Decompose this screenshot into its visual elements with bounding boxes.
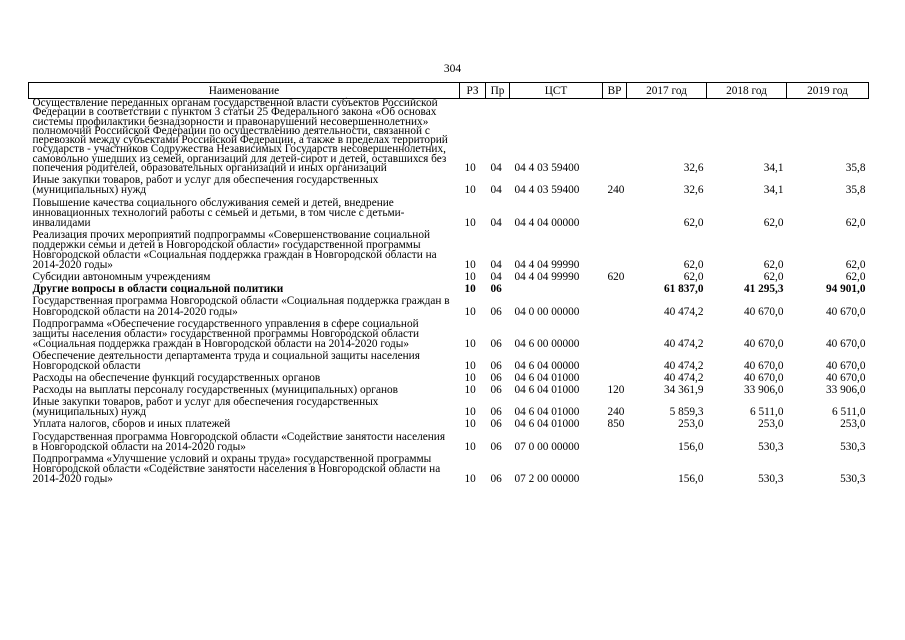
row-vr — [603, 371, 627, 383]
row-pr: 06 — [490, 372, 502, 385]
table-row — [29, 371, 869, 383]
row-rz: 10 — [464, 216, 476, 229]
row-name: Подпрограмма «Улучшение условий и охраны труда» государственной программы Новгородской области «Содействие занятости населения в Новгородской области на 2014-2020 годы» — [32, 452, 441, 485]
row-name: Реализация прочих мероприятий подпрограммы «Совершенствование социальной поддержки семьи и детей в Новгородской области» государственной программы Новгородской области «Социальная поддержка граждан в Новгородской области на 2014-2020 годы» — [32, 228, 437, 272]
row-pr: 04 — [490, 216, 502, 229]
row-pr: 06 — [490, 337, 502, 350]
row-2018: 253,0 — [758, 418, 784, 431]
row-vr: 850 — [607, 418, 625, 431]
row-pr: 06 — [490, 418, 502, 431]
row-2019: 94 901,0 — [825, 283, 866, 296]
row-2019: 6 511,0 — [832, 406, 866, 419]
row-2018: 62,0 — [763, 259, 784, 272]
row-rz: 10 — [464, 440, 476, 453]
row-2017: 62,0 — [683, 271, 704, 284]
row-2019: 40 670,0 — [825, 359, 866, 372]
row-2018: 62,0 — [763, 271, 784, 284]
table-row — [29, 317, 869, 349]
row-pr: 06 — [490, 359, 502, 372]
row-rz: 10 — [464, 283, 476, 296]
row-2018: 530,3 — [758, 472, 784, 485]
row-name: Государственная программа Новгородской области «Содействие занятости населения в Новгородской области на 2014-2020 годы» — [32, 430, 446, 453]
row-vr — [603, 228, 627, 270]
row-2017: 253,0 — [678, 418, 704, 431]
row-vr — [603, 430, 627, 452]
table-row — [29, 430, 869, 452]
table-row — [29, 452, 869, 484]
row-2018: 41 295,3 — [743, 283, 784, 296]
row-2019: 35,8 — [845, 184, 866, 197]
row-vr — [603, 349, 627, 371]
row-2018: 62,0 — [763, 216, 784, 229]
row-2017: 40 474,2 — [663, 372, 704, 385]
row-2019: 40 670,0 — [825, 372, 866, 385]
table-row — [29, 228, 869, 270]
row-2017: 32,6 — [683, 162, 704, 175]
row-name: Иные закупки товаров, работ и услуг для обеспечения государственных (муниципальных) нужд — [32, 174, 379, 197]
row-rz: 10 — [464, 162, 476, 175]
row-2019: 40 670,0 — [825, 337, 866, 350]
row-cst: 04 6 04 01000 — [514, 418, 580, 431]
row-cst: 04 6 00 00000 — [514, 337, 580, 350]
row-2017: 62,0 — [683, 216, 704, 229]
row-rz: 10 — [464, 271, 476, 284]
row-cst: 04 6 04 01000 — [514, 384, 580, 397]
row-name: Подпрограмма «Обеспечение государственного управления в сфере социальной защиты населения области» государственной программы Новгородской области «Социальная поддержка граждан в Новгородской области на 2014-2020 годы» — [32, 317, 420, 350]
row-pr: 04 — [490, 259, 502, 272]
row-vr: 620 — [607, 271, 625, 284]
row-2017: 40 474,2 — [663, 359, 704, 372]
row-name: Обеспечение деятельности департамента труда и социальной защиты населения Новгородской области — [32, 349, 420, 372]
row-2017: 156,0 — [678, 440, 704, 453]
row-2017: 40 474,2 — [663, 305, 704, 318]
row-pr: 06 — [490, 305, 502, 318]
table-row — [29, 282, 869, 294]
row-2018: 530,3 — [758, 440, 784, 453]
row-2019: 530,3 — [840, 472, 866, 485]
row-2018: 34,1 — [763, 184, 784, 197]
row-2018: 40 670,0 — [743, 337, 784, 350]
row-name: Субсидии автономным учреждениям — [32, 271, 211, 284]
row-cst: 04 6 04 01000 — [514, 406, 580, 419]
row-rz: 10 — [464, 305, 476, 318]
row-rz: 10 — [464, 472, 476, 485]
header-name: Наименование — [29, 83, 460, 99]
row-2018: 34,1 — [763, 162, 784, 175]
row-rz: 10 — [464, 372, 476, 385]
row-pr: 06 — [490, 440, 502, 453]
header-2017: 2017 год — [627, 83, 707, 99]
table-row — [29, 395, 869, 417]
table-row — [29, 294, 869, 316]
row-cst: 04 4 04 99990 — [514, 259, 580, 272]
row-pr: 04 — [490, 184, 502, 197]
budget-table — [28, 82, 869, 484]
row-pr: 04 — [490, 271, 502, 284]
page-number: 304 — [443, 63, 462, 75]
row-2017: 156,0 — [678, 472, 704, 485]
row-2018: 40 670,0 — [743, 359, 784, 372]
row-vr — [603, 452, 627, 484]
row-2017: 5 859,3 — [669, 406, 704, 419]
row-vr — [603, 294, 627, 316]
row-2019: 253,0 — [840, 418, 866, 431]
row-2019: 40 670,0 — [825, 305, 866, 318]
table-row — [29, 270, 869, 282]
row-2017: 62,0 — [683, 259, 704, 272]
row-rz: 10 — [464, 406, 476, 419]
row-2017: 32,6 — [683, 184, 704, 197]
row-2018: 33 906,0 — [743, 384, 784, 397]
row-2018: 6 511,0 — [750, 406, 784, 419]
header-pr: Пр — [486, 83, 510, 99]
row-vr — [603, 196, 627, 228]
row-vr: 240 — [607, 184, 625, 197]
table-row — [29, 417, 869, 429]
row-rz: 10 — [464, 384, 476, 397]
row-cst: 07 0 00 00000 — [514, 440, 580, 453]
table-row — [29, 196, 869, 228]
row-pr: 04 — [490, 162, 502, 175]
row-cst: 04 0 00 00000 — [514, 305, 580, 318]
row-pr: 06 — [490, 406, 502, 419]
row-cst: 07 2 00 00000 — [514, 472, 580, 485]
row-cst: 04 4 03 59400 — [514, 162, 580, 175]
row-name: Расходы на выплаты персоналу государственных (муниципальных) органов — [32, 384, 398, 397]
row-pr: 06 — [490, 283, 502, 296]
row-2019: 62,0 — [845, 271, 866, 284]
row-rz: 10 — [464, 337, 476, 350]
table-row — [29, 349, 869, 371]
header-rz: РЗ — [460, 83, 486, 99]
row-2019: 33 906,0 — [825, 384, 866, 397]
header-2019: 2019 год — [787, 83, 869, 99]
row-2019: 35,8 — [845, 162, 866, 175]
row-vr — [603, 282, 627, 294]
row-cst: 04 6 04 01000 — [514, 372, 580, 385]
row-cst: 04 4 04 00000 — [514, 216, 580, 229]
row-2017: 34 361,9 — [663, 384, 704, 397]
table-row — [29, 173, 869, 195]
row-name: Другие вопросы в области социальной политики — [32, 283, 284, 296]
row-name: Иные закупки товаров, работ и услуг для обеспечения государственных (муниципальных) нужд — [32, 396, 379, 419]
row-2017: 61 837,0 — [663, 283, 704, 296]
row-name: Повышение качества социального обслуживания семей и детей, внедрение инновационных технологий работы с семьей и детьми, в том числе с детьми-инвалидами — [32, 196, 405, 229]
header-2018: 2018 год — [707, 83, 787, 99]
row-cst: 04 4 03 59400 — [514, 184, 580, 197]
row-2019: 530,3 — [840, 440, 866, 453]
row-2017: 40 474,2 — [663, 337, 704, 350]
row-2018: 40 670,0 — [743, 372, 784, 385]
row-name: Государственная программа Новгородской области «Социальная поддержка граждан в Новгородской области на 2014-2020 годы» — [32, 295, 450, 318]
header-vr: ВР — [603, 83, 627, 99]
row-rz: 10 — [464, 359, 476, 372]
row-vr: 120 — [607, 384, 625, 397]
row-name: Расходы на обеспечение функций государственных органов — [32, 372, 321, 385]
row-2019: 62,0 — [845, 259, 866, 272]
header-cst: ЦСТ — [510, 83, 603, 99]
row-cst: 04 6 04 00000 — [514, 359, 580, 372]
table-row — [29, 383, 869, 395]
row-rz: 10 — [464, 418, 476, 431]
row-pr: 06 — [490, 384, 502, 397]
row-name: Уплата налогов, сборов и иных платежей — [32, 418, 231, 431]
row-vr — [603, 99, 627, 174]
row-name: Осуществление переданных органам государственной власти субъектов Российской Федерации в соответствии с пунктом 3 статьи 25 Федерального закона «Об основах системы профилактики безнадзорности и правонарушений несовершеннолетних» полномочий Российской Федерации по осуществлению деятельности, связанной с перевозкой между субъектами Российской Федерации, а также в пределах территорий государств - участников Содружества Независимых Государств несовершеннолетних, самовольно ушедших из семей, организаций для детей-сирот и детей, оставшихся без попечения родителей, образовательных организаций и иных организаций — [32, 97, 448, 175]
row-rz: 10 — [464, 184, 476, 197]
row-rz: 10 — [464, 259, 476, 272]
row-2018: 40 670,0 — [743, 305, 784, 318]
row-2019: 62,0 — [845, 216, 866, 229]
table-row — [29, 99, 869, 174]
row-vr: 240 — [607, 406, 625, 419]
row-pr: 06 — [490, 472, 502, 485]
row-vr — [603, 317, 627, 349]
row-cst: 04 4 04 99990 — [514, 271, 580, 284]
row-cst — [510, 282, 603, 294]
